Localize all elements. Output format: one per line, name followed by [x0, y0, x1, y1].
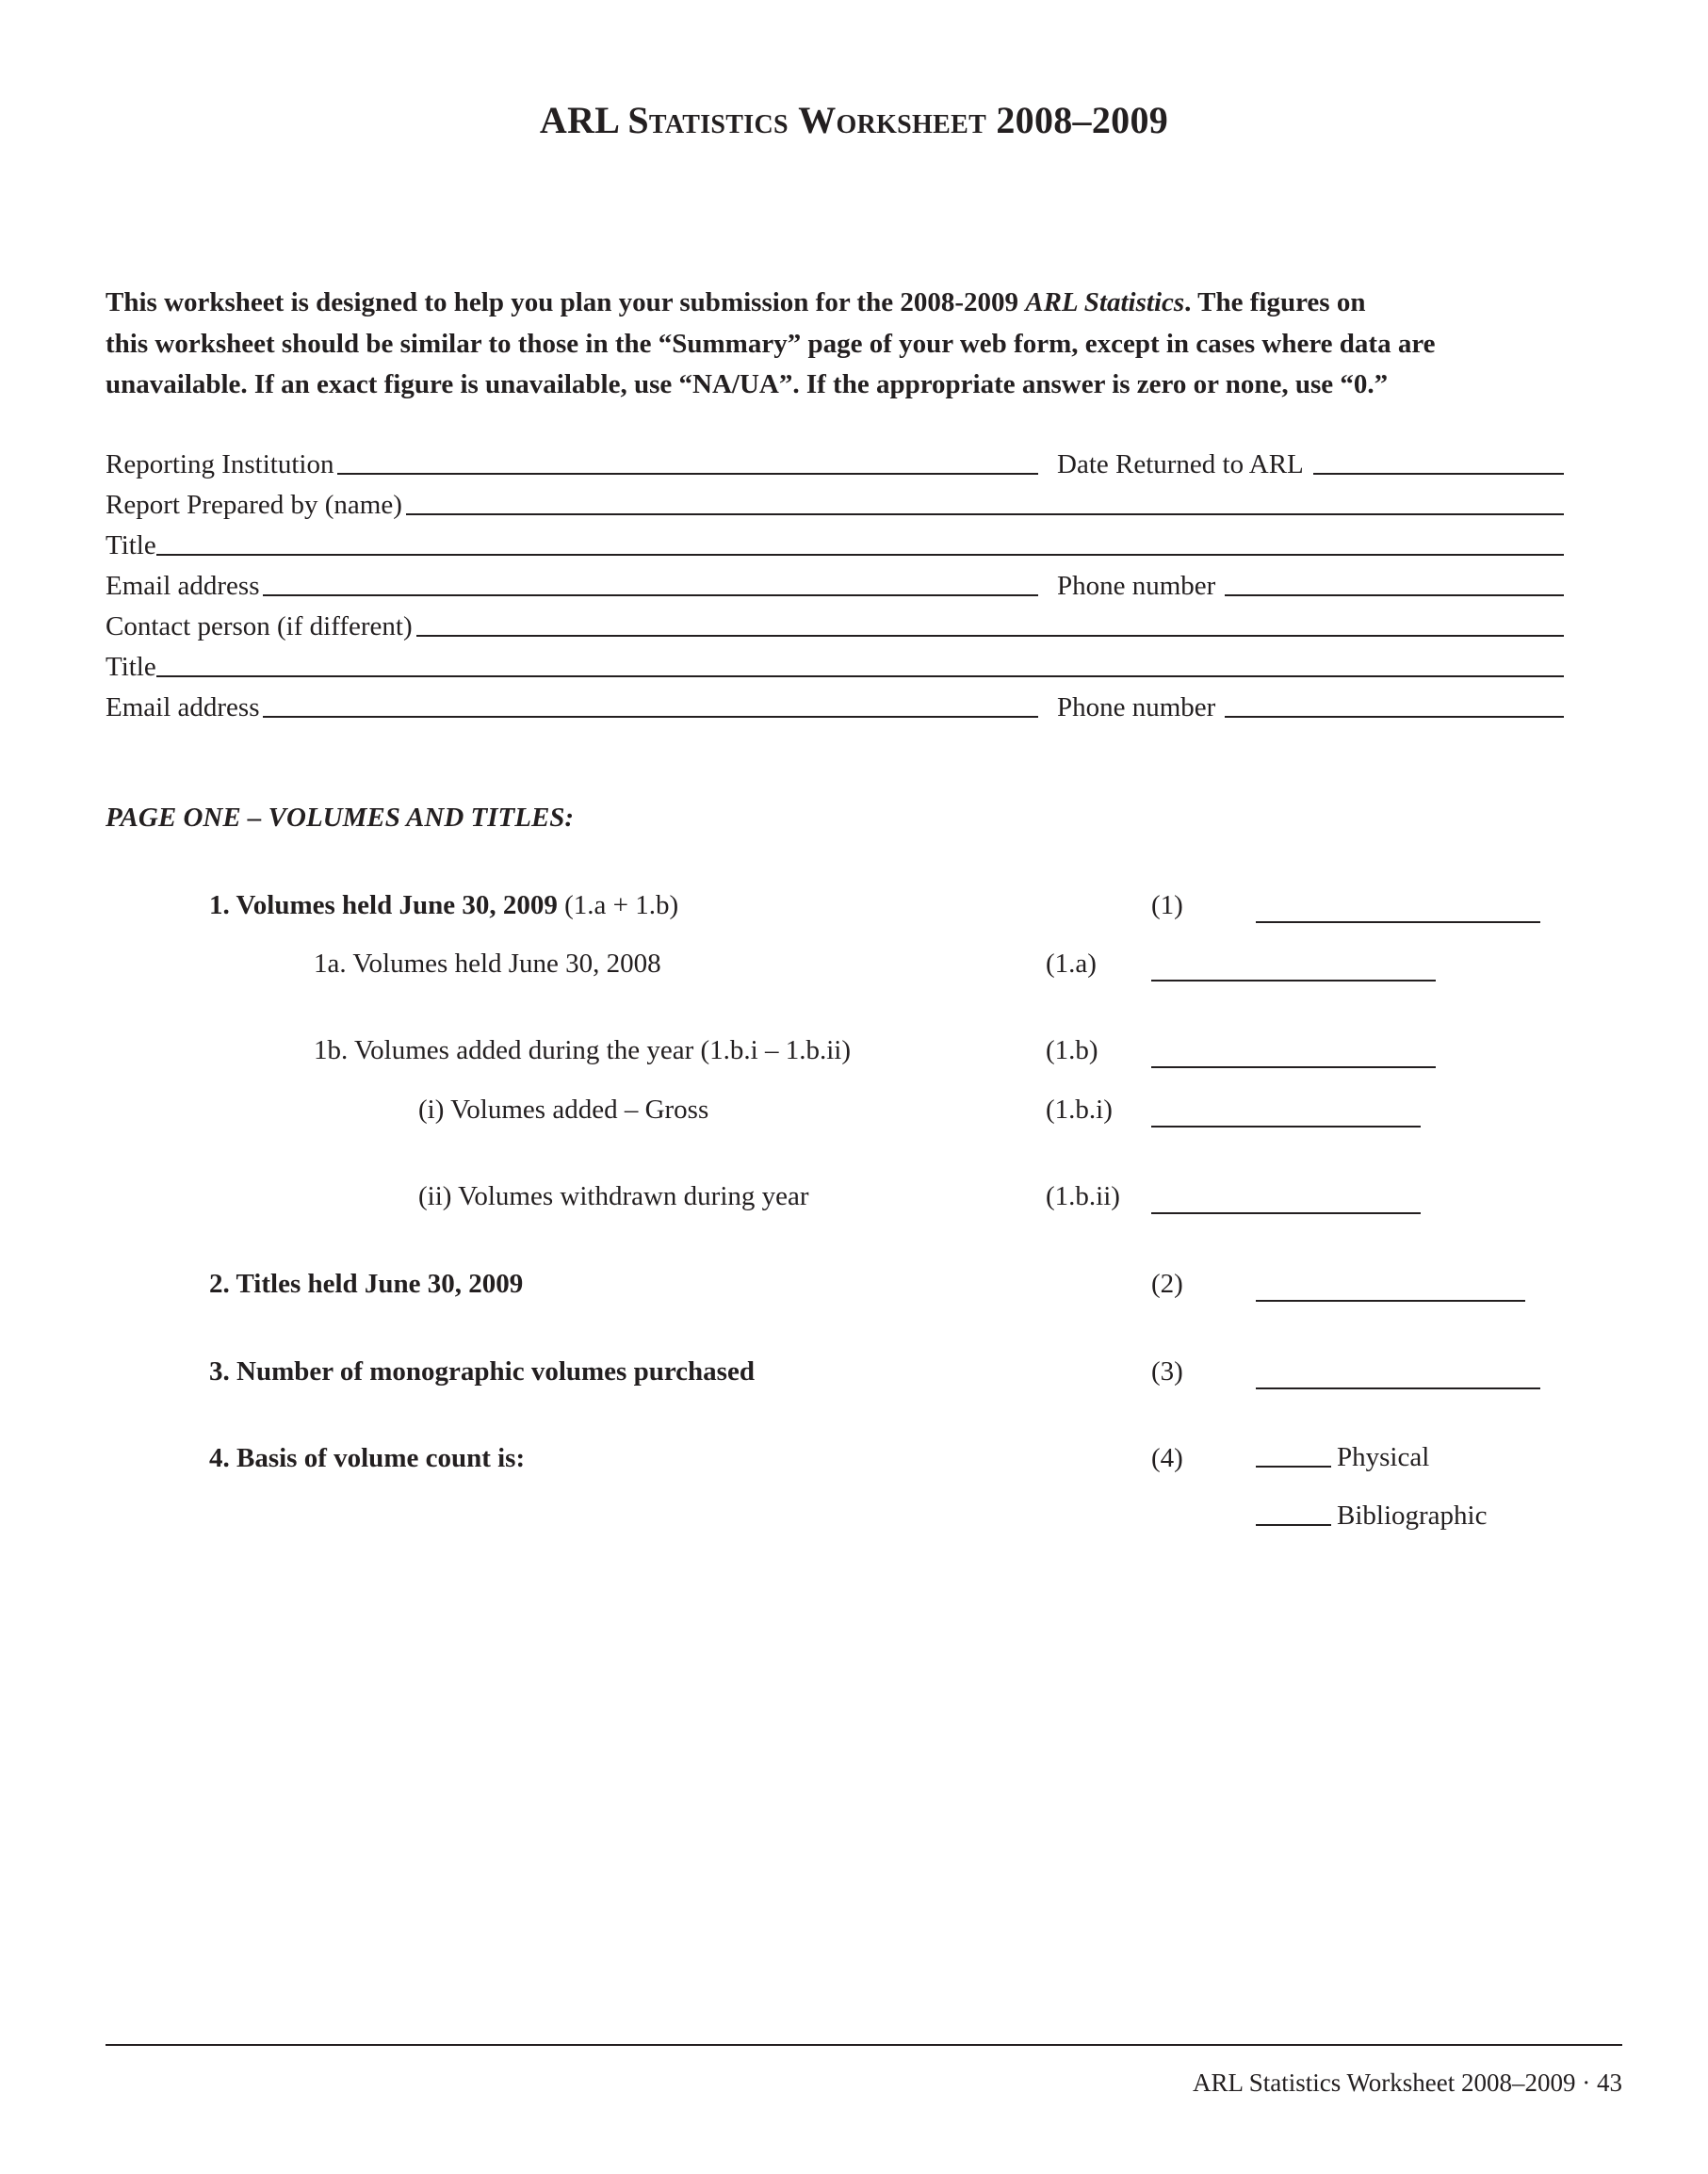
form-row-institution — [106, 443, 1564, 480]
contact-title-label: Title — [106, 652, 156, 682]
contact-title-field[interactable] — [156, 645, 1564, 677]
physical-label: Physical — [1337, 1442, 1430, 1472]
contact-person-label: Contact person (if different) — [106, 611, 413, 641]
reporting-institution-label: Reporting Institution — [106, 449, 334, 479]
footer-divider — [106, 2044, 1622, 2046]
form-row-title-1 — [106, 524, 1564, 561]
item-1bii-field[interactable] — [1151, 1212, 1421, 1214]
item-4-code: (4) — [1151, 1443, 1183, 1473]
item-3-code: (3) — [1151, 1356, 1183, 1387]
item-1bi-field[interactable] — [1151, 1126, 1421, 1128]
form-row-email-1 — [106, 564, 1564, 602]
form-row-title-2 — [106, 645, 1564, 683]
item-2-label: 2. Titles held June 30, 2009 — [209, 1269, 524, 1299]
form-row-email-2 — [106, 686, 1564, 723]
contact-phone-label: Phone number — [1057, 692, 1216, 722]
item-1b-code: (1.b) — [1046, 1035, 1098, 1065]
item-1-code: (1) — [1151, 890, 1183, 920]
prepared-by-label: Report Prepared by (name) — [106, 490, 402, 520]
bibliographic-label: Bibliographic — [1337, 1501, 1488, 1531]
item-1b-label: 1b. Volumes added during the year (1.b.i – 1.b.ii) — [314, 1035, 851, 1065]
date-returned-label: Date Returned to ARL — [1057, 449, 1304, 479]
item-1-label: 1. Volumes held June 30, 2009 (1.a + 1.b) — [209, 890, 679, 920]
physical-check-field[interactable] — [1256, 1439, 1331, 1468]
form-row-prepared-by — [106, 483, 1564, 521]
item-3-field[interactable] — [1256, 1387, 1540, 1389]
item-1-field[interactable] — [1256, 921, 1540, 923]
contact-phone-field[interactable] — [1225, 686, 1564, 718]
email-field[interactable] — [263, 564, 1038, 596]
item-2-field[interactable] — [1256, 1300, 1525, 1302]
item-1a-field[interactable] — [1151, 980, 1436, 982]
option-physical[interactable] — [1256, 1439, 1429, 1473]
option-bibliographic[interactable] — [1256, 1498, 1487, 1532]
item-1a-code: (1.a) — [1046, 949, 1097, 979]
title-label: Title — [106, 530, 156, 560]
item-1bii-label: (ii) Volumes withdrawn during year — [418, 1181, 809, 1211]
form-row-contact-person — [106, 605, 1564, 642]
item-1a-label: 1a. Volumes held June 30, 2008 — [314, 949, 661, 979]
contact-person-field[interactable] — [416, 605, 1564, 637]
prepared-by-field[interactable] — [406, 483, 1564, 515]
contact-email-label: Email address — [106, 692, 260, 722]
date-returned-field[interactable] — [1313, 443, 1564, 475]
item-3-label: 3. Number of monographic volumes purchased — [209, 1356, 755, 1387]
item-1bi-label: (i) Volumes added – Gross — [418, 1095, 709, 1125]
intro-paragraph: This worksheet is designed to help you plan your submission for the 2008-2009 ARL Statistics. The figures on this worksheet should be similar to those in the “Summary” page of your web form, except in cases where data are unavailable. If an exact figure is unavailable, use “NA/UA”. If the appropriate answer is zero or none, use “0.” — [106, 287, 1436, 399]
email-label: Email address — [106, 571, 260, 601]
contact-email-field[interactable] — [263, 686, 1038, 718]
phone-field[interactable] — [1225, 564, 1564, 596]
footer-page-label: ARL Statistics Worksheet 2008–2009 · 43 — [1192, 2069, 1622, 2097]
title-field[interactable] — [156, 524, 1564, 556]
item-4-label: 4. Basis of volume count is: — [209, 1443, 526, 1473]
item-1bi-code: (1.b.i) — [1046, 1095, 1113, 1125]
bibliographic-check-field[interactable] — [1256, 1498, 1331, 1526]
item-1bii-code: (1.b.ii) — [1046, 1181, 1120, 1211]
page-title: ARL Statistics Worksheet 2008–2009 — [539, 99, 1169, 141]
item-2-code: (2) — [1151, 1269, 1183, 1299]
section-heading: PAGE ONE – VOLUMES AND TITLES: — [106, 803, 575, 833]
item-1b-field[interactable] — [1151, 1066, 1436, 1068]
reporting-institution-field[interactable] — [337, 443, 1038, 475]
phone-label: Phone number — [1057, 571, 1216, 601]
